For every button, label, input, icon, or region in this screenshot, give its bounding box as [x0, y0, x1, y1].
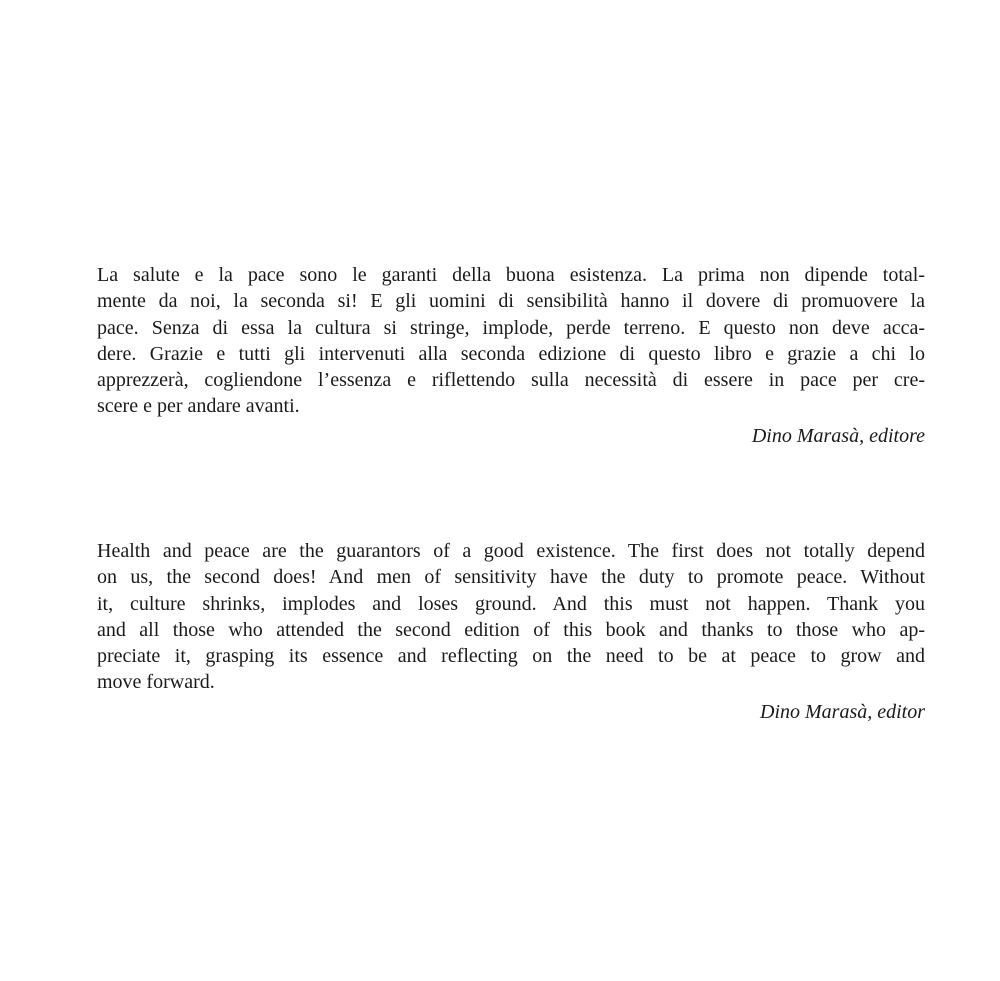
english-signature: Dino Marasà, editor — [760, 700, 925, 723]
text-line: Health and peace are the guarantors of a good existence. The first does not totally depend — [97, 540, 925, 562]
text-line: scere e per andare avanti. — [97, 395, 300, 418]
italian-signature: Dino Marasà, editore — [751, 424, 925, 447]
text-line: on us, the second does! And men of sensitivity have the duty to promote peace. Without — [97, 566, 925, 589]
text-line: and all those who attended the second edition of this book and thanks to those who ap- — [97, 618, 925, 641]
italian-paragraph — [97, 262, 925, 449]
text-line: mente da noi, la seconda si! E gli uomini di sensibilità hanno il dovere di promuovere la — [97, 290, 925, 313]
text-line: dere. Grazie e tutti gli intervenuti alla seconda edizione di questo libro e grazie a chi lo — [97, 342, 925, 365]
english-paragraph — [97, 538, 925, 725]
text-line: it, culture shrinks, implodes and loses ground. And this must not happen. Thank you — [97, 592, 925, 615]
text-line: move forward. — [97, 671, 215, 694]
text-line: La salute e la pace sono le garanti della buona esistenza. La prima non dipende total- — [97, 264, 925, 286]
text-line: apprezzerà, cogliendone l’essenza e riflettendo sulla necessità di essere in pace per cre- — [97, 369, 925, 392]
text-line: preciate it, grasping its essence and reflecting on the need to be at peace to grow and — [97, 645, 925, 668]
text-line: pace. Senza di essa la cultura si stringe, implode, perde terreno. E questo non deve acca- — [97, 316, 925, 339]
